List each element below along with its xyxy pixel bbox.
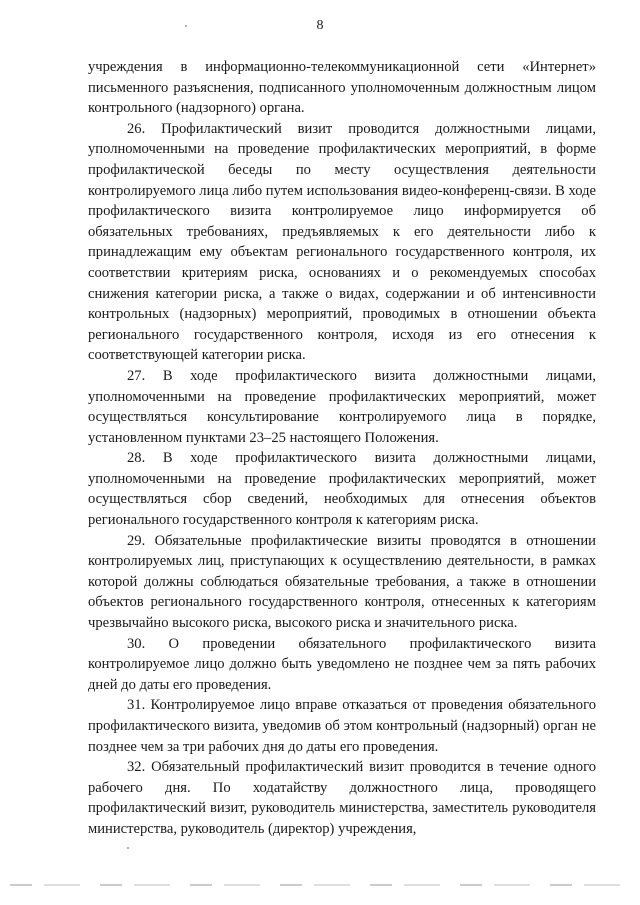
paragraph-32: 32. Обязательный профилактический визит проводится в течение одного рабочего дня. По ходатайству должностного лица, проводящего профилактический визит, руководитель министерства, заместитель руководителя министерства, руководитель (директор) учреждения,	[88, 759, 596, 837]
paragraph-29: 29. Обязательные профилактические визиты проводятся в отношении контролируемых лиц, приступающих к осуществлению деятельности, в рамках которой должны соблюдаться обязательные требования, а также в отношении объектов регионального государственного контроля, отнесенных к категориям чрезвычайно высокого риска, высокого риска и значительного риска.	[88, 532, 596, 632]
document-body	[88, 57, 596, 840]
paragraph-25-continuation: учреждения в информационно-телекоммуникационной сети «Интернет» письменного разъяснения, подписанного уполномоченным должностным лицом контрольного (надзорного) органа.	[88, 59, 596, 117]
paragraph-26: 26. Профилактический визит проводится должностными лицами, уполномоченными на проведение профилактических мероприятий, в форме профилактической беседы по месту осуществления деятельности контролируемого лица либо путем использования видео-конференц-связи. В ходе профилактического визита контролируемое лицо информируется об обязательных требованиях, предъявляемых к его деятельности либо к принадлежащим ему объектам регионального государственного контроля, их соответствии критериям риска, основаниях и о рекомендуемых способах снижения категории риска, а также о видах, содержании и об интенсивности контрольных (надзорных) мероприятий, проводимых в отношении объекта регионального государственного контроля, исходя из его отнесения к соответствующей категории риска.	[88, 120, 596, 364]
scan-artifact-dot	[127, 847, 129, 849]
paragraph-31: 31. Контролируемое лицо вправе отказаться от проведения обязательного профилактического визита, уведомив об этом контрольный (надзорный) орган не позднее чем за три рабочих дня до даты его проведения.	[88, 697, 596, 755]
scan-artifact-dot	[185, 25, 187, 27]
paragraph-30: 30. О проведении обязательного профилактического визита контролируемое лицо должно быть уведомлено не позднее чем за пять рабочих дней до даты его проведения.	[88, 635, 596, 693]
scan-artifact-line	[10, 884, 630, 886]
page-number: 8	[316, 18, 324, 33]
paragraph-28: 28. В ходе профилактического визита должностными лицами, уполномоченными на проведение профилактических мероприятий, может осуществляться сбор сведений, необходимых для отнесения объектов регионального государственного контроля к категориям риска.	[88, 450, 596, 529]
paragraph-27: 27. В ходе профилактического визита должностными лицами, уполномоченными на проведение профилактических мероприятий, может осуществляться консультирование контролируемого лица в порядке, установленном пунктами 23–25 настоящего Положения.	[88, 367, 596, 446]
